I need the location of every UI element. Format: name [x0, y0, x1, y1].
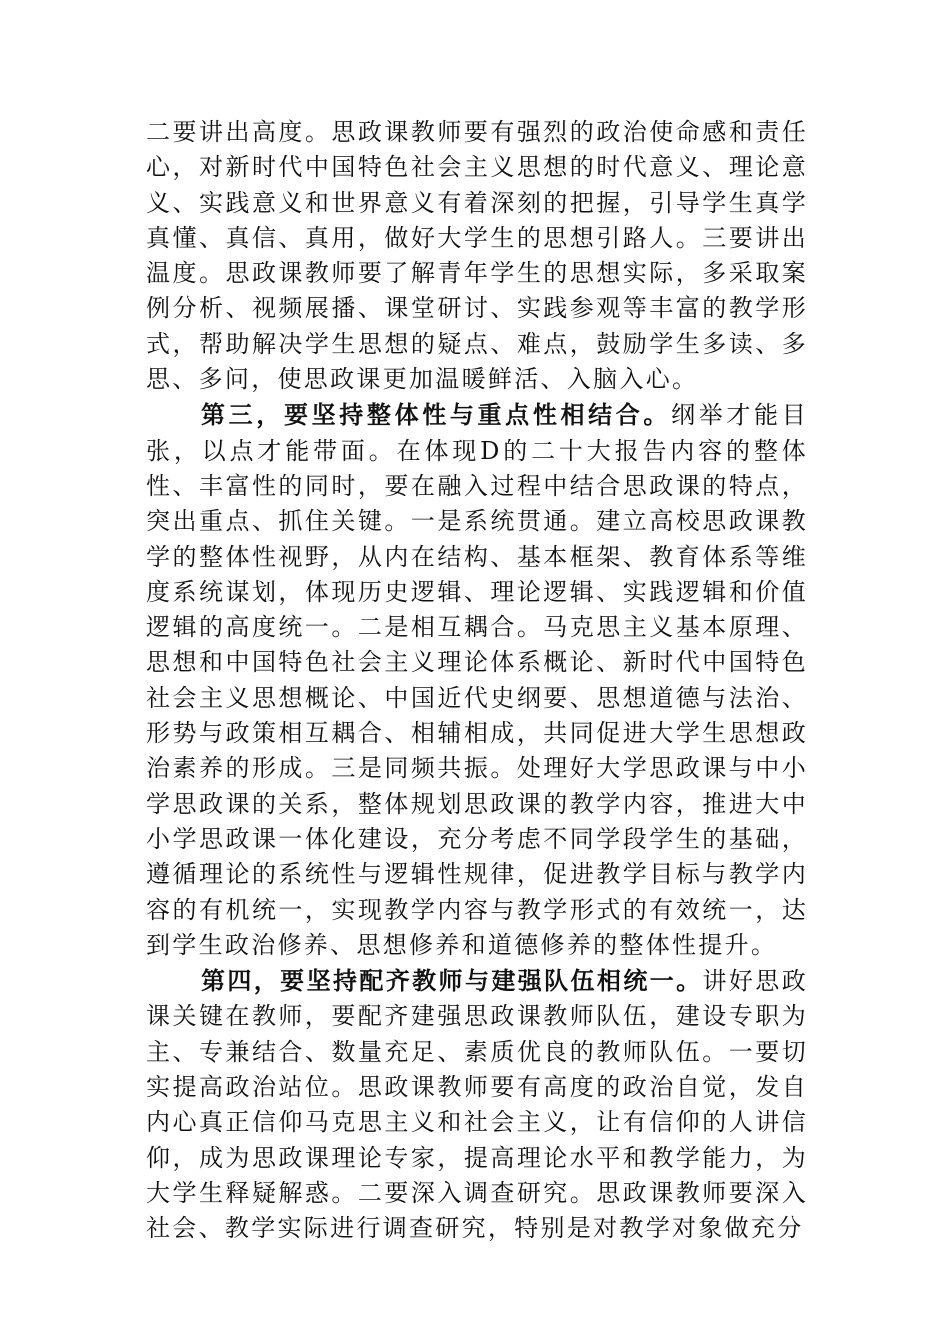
paragraph-text: 讲好思政课关键在教师，要配齐建强思政课教师队伍，建设专职为主、专兼结合、数量充足、素质优良的教师队伍。一要切实提高政治站位。思政课教师要有高度的政治自觉，发自内心真正信仰马克思主义和社会主义，让有信仰的人讲信仰，成为思政课理论专家，提高理论水平和教学能力，为大学生释疑解惑。二要深入调查研究。思政课教师要深入社会、教学实际进行调查研究，特别是对教学对象做充分 — [146, 967, 809, 1243]
paragraph-2 — [146, 397, 808, 963]
paragraph-heading: 第三，要坚持整体性与重点性相结合。 — [201, 400, 672, 430]
paragraph-heading: 第四，要坚持配齐教师与建强队伍相统一。 — [201, 966, 703, 996]
paragraph-3 — [146, 963, 808, 1246]
paragraph-text: 纲举才能目张，以点才能带面。在体现D的二十大报告内容的整体性、丰富性的同时，要在融入过程中结合思政课的特点，突出重点、抓住关键。一是系统贯通。建立高校思政课教学的整体性视野，从内在结构、基本框架、教育体系等维度系统谋划，体现历史逻辑、理论逻辑、实践逻辑和价值逻辑的高度统一。二是相互耦合。马克思主义基本原理、思想和中国特色社会主义理论体系概论、新时代中国特色社会主义思想概论、中国近代史纲要、思想道德与法治、形势与政策相互耦合、相辅相成，共同促进大学生思想政治素养的形成。三是同频共振。处理好大学思政课与中小学思政课的关系，整体规划思政课的教学内容，推进大中小学思政课一体化建设，充分考虑不同学段学生的基础，遵循理论的系统性与逻辑性规律，促进教学目标与教学内容的有机统一，实现教学内容与教学形式的有效统一，达到学生政治修养、思想修养和道德修养的整体性提升。 — [146, 401, 809, 959]
paragraph-1 — [146, 115, 808, 397]
document-body — [146, 115, 808, 1247]
paragraph-text: 二要讲出高度。思政课教师要有强烈的政治使命感和责任心，对新时代中国特色社会主义思想的时代意义、理论意义、实践意义和世界意义有着深刻的把握，引导学生真学真懂、真信、真用，做好大学生的思想引路人。三要讲出温度。思政课教师要了解青年学生的思想实际，多采取案例分析、视频展播、课堂研讨、实践参观等丰富的教学形式，帮助解决学生思想的疑点、难点，鼓励学生多读、多思、多问，使思政课更加温暖鲜活、入脑入心。 — [146, 118, 808, 394]
